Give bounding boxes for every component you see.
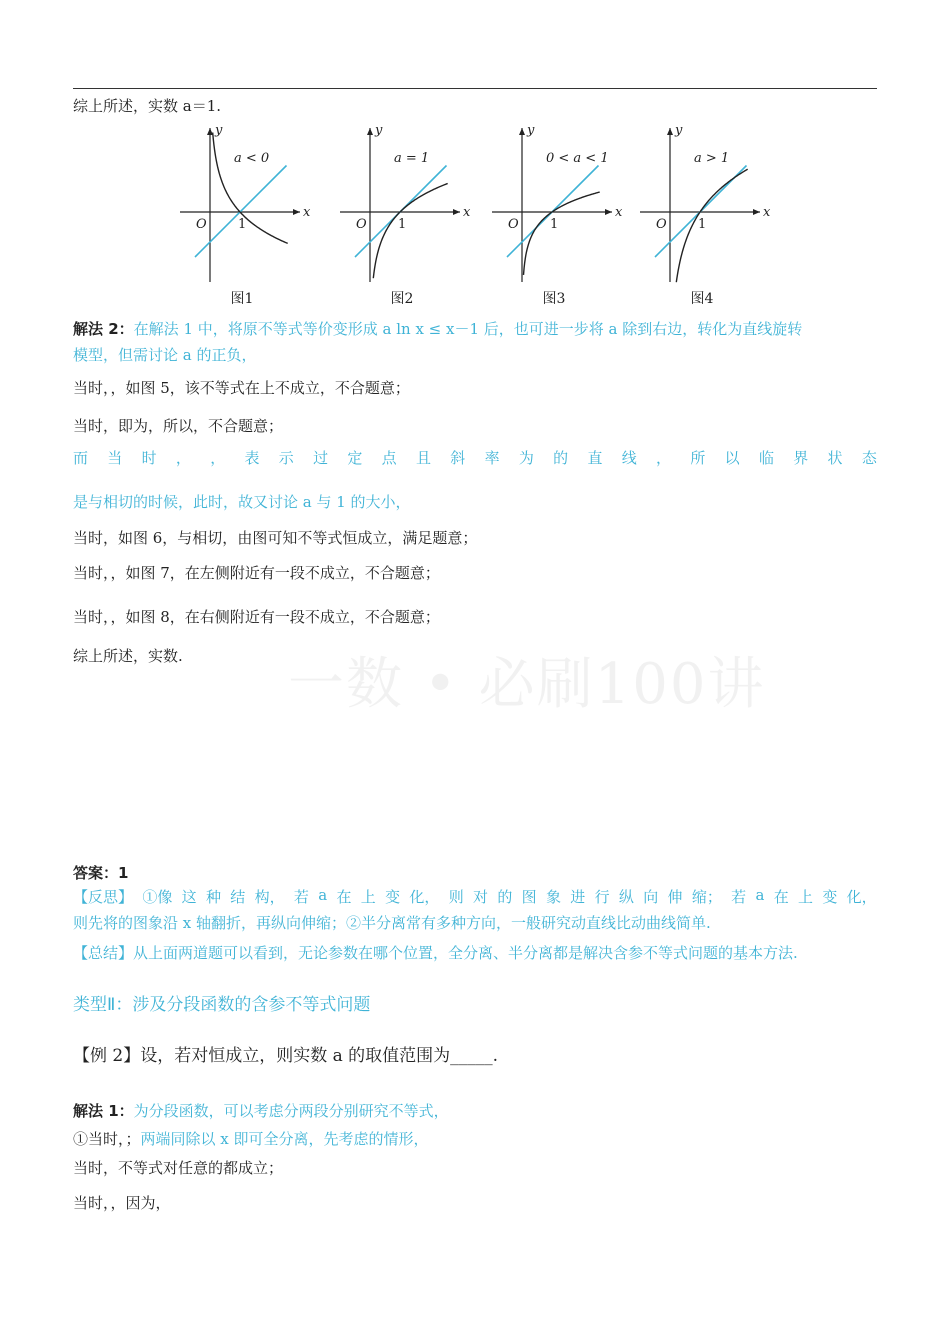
origin-label: O [196,217,207,232]
reflection-char: 象 [545,888,561,906]
spread-char: 态 [861,449,877,467]
summary-line [73,942,798,963]
spread-char: 表 [244,449,260,467]
spread-char: 为 [518,449,534,467]
answer: 答案：1 [73,864,129,882]
reflection-char: 种 [205,888,221,906]
figure-2-graph [332,122,472,287]
y-axis-arrow [367,128,373,135]
reflection-tag: 【反思】 [73,888,134,906]
line-y-eq-x-minus-1 [195,166,287,258]
case-blue: 两端同除以 x 即可全分离，先考虑的情形， [140,1130,429,1148]
blue-line: 是与相切的时候，此时，故又讨论 a 与 1 的大小， [73,493,411,511]
curve-a-ln-x [524,192,600,275]
reflection-char: 在 [773,888,789,906]
condition-label: a = 1 [394,151,430,166]
figure-2 [332,122,472,308]
reflection-char: 的 [497,888,513,906]
origin-label: O [356,217,367,232]
case-prefix: ①当时，； [73,1130,141,1148]
y-axis-arrow [519,128,525,135]
figure-1 [172,122,312,308]
body-line: 当时，，如图 5，该不等式在上不成立，不合题意； [73,379,410,397]
figure-4 [632,122,772,308]
spread-char: 以 [724,449,740,467]
reflection-char: 进 [570,888,586,906]
x-axis-arrow [293,209,300,215]
reflection-char: 若 [293,888,309,906]
figure-3 [484,122,624,308]
reflection-char: 行 [594,888,610,906]
x-axis-label: x [615,205,623,220]
spread-char: 所 [690,449,706,467]
spread-char: 线 [621,449,637,467]
method2-line1 [73,318,802,339]
figure-4-graph [632,122,772,287]
spread-char: 时 [141,449,157,467]
curve-a-ln-x [373,184,447,279]
spread-line [73,447,877,468]
spread-char: 状 [827,449,843,467]
reflection-char: 上 [798,888,814,906]
method1-line2 [73,1128,429,1149]
top-rule [73,88,877,89]
section-heading: 类型Ⅱ：涉及分段函数的含参不等式问题 [73,995,371,1015]
condition-label: 0 < a < 1 [546,151,609,166]
reflection-char: 则 [448,888,464,906]
intro-text: 综上所述，实数 a＝1. [73,97,222,115]
spread-char: 界 [793,449,809,467]
tick-label-1: 1 [398,217,407,232]
spread-char: ， [175,449,191,467]
x-axis-arrow [753,209,760,215]
figure-caption: 图3 [542,291,566,307]
spread-char: 当 [107,449,123,467]
spread-char: 直 [587,449,603,467]
x-axis-label: x [463,205,471,220]
x-axis-arrow [605,209,612,215]
reflection-char: 在 [336,888,352,906]
summary-text: 从上面两道题可以看到，无论参数在哪个位置，全分离、半分离都是解决含参不等式问题的基本方法. [133,944,798,962]
origin-label: O [656,217,667,232]
spread-char: 点 [381,449,397,467]
figure-1-graph [172,122,312,287]
reflection-char: 变 [822,888,838,906]
figure-caption: 图2 [390,291,414,307]
spread-char: 过 [313,449,329,467]
condition-label: a < 0 [234,151,270,166]
x-axis-label: x [303,205,311,220]
spread-char: 率 [484,449,500,467]
reflection-char: 这 [181,888,197,906]
spread-char: 而 [73,449,89,467]
reflection-char: 图 [521,888,537,906]
reflection-char: a [318,886,328,904]
watermark: 一数 • 必刷100讲 [288,652,766,717]
reflection-char: 化， [409,888,440,906]
reflection-char: 构， [254,888,285,906]
y-axis-label: y [675,123,683,138]
body-line: 当时，即为，所以，不合题意； [73,417,284,435]
reflection-line2: 则先将的图象沿 x 轴翻折，再纵向伸缩；②半分离常有多种方向，一般研究动直线比动曲线简单. [73,914,711,932]
spread-char: 定 [347,449,363,467]
x-axis-label: x [763,205,771,220]
reflection-char: 向 [643,888,659,906]
body-line: 综上所述，实数. [73,647,183,665]
tick-label-1: 1 [238,217,247,232]
spread-char: ， [210,449,226,467]
spread-char: 且 [415,449,431,467]
method2-label: 解法 2： [73,320,134,338]
reflection-line1 [73,886,877,907]
example-2: 【例 2】设，若对恒成立，则实数 a 的取值范围为_____. [73,1046,499,1066]
origin-label: O [508,217,519,232]
condition-label: a > 1 [694,151,730,166]
reflection-char: ①像 [142,888,173,906]
body-line: 当时，，如图 8，在右侧附近有一段不成立，不合题意； [73,608,440,626]
y-axis-arrow [207,128,213,135]
reflection-char: a [755,886,765,904]
method2-text: 在解法 1 中，将原不等式等价变形成 a ln x ≤ x－1 后，也可进一步将 a 除到右边，转化为直线旋转 [133,320,803,338]
y-axis-label: y [527,123,535,138]
y-axis-label: y [375,123,383,138]
reflection-char: 化， [846,888,877,906]
reflection-char: 缩； [691,888,722,906]
method2-line2: 模型，但需讨论 a 的正负， [73,346,257,364]
reflection-char: 结 [230,888,246,906]
y-axis-arrow [667,128,673,135]
reflection-char: 上 [360,888,376,906]
figure-3-graph [484,122,624,287]
y-axis-label: y [215,123,223,138]
figure-caption: 图1 [230,291,254,307]
reflection-char: 若 [731,888,747,906]
reflection-char: 纵 [618,888,634,906]
reflection-char: 变 [385,888,401,906]
spread-char: ， [656,449,672,467]
method1-label: 解法 1： [73,1102,134,1120]
method1-text: 为分段函数，可以考虑分两段分别研究不等式， [133,1102,449,1120]
spread-char: 的 [553,449,569,467]
body-line: 当时，，如图 7，在左侧附近有一段不成立，不合题意； [73,564,440,582]
body-line: 当时，，因为， [73,1194,171,1212]
summary-tag: 【总结】 [73,944,134,962]
reflection-char: 对 [473,888,489,906]
curve-a-ln-x [213,133,288,244]
tick-label-1: 1 [550,217,559,232]
body-line: 当时，不等式对任意的都成立； [73,1159,284,1177]
method1-line1 [73,1100,449,1121]
spread-char: 临 [758,449,774,467]
x-axis-arrow [453,209,460,215]
reflection-char: 伸 [667,888,683,906]
tick-label-1: 1 [698,217,707,232]
body-line: 当时，如图 6，与相切，由图可知不等式恒成立，满足题意； [73,529,478,547]
spread-char: 斜 [450,449,466,467]
figure-caption: 图4 [690,291,714,307]
spread-char: 示 [278,449,294,467]
